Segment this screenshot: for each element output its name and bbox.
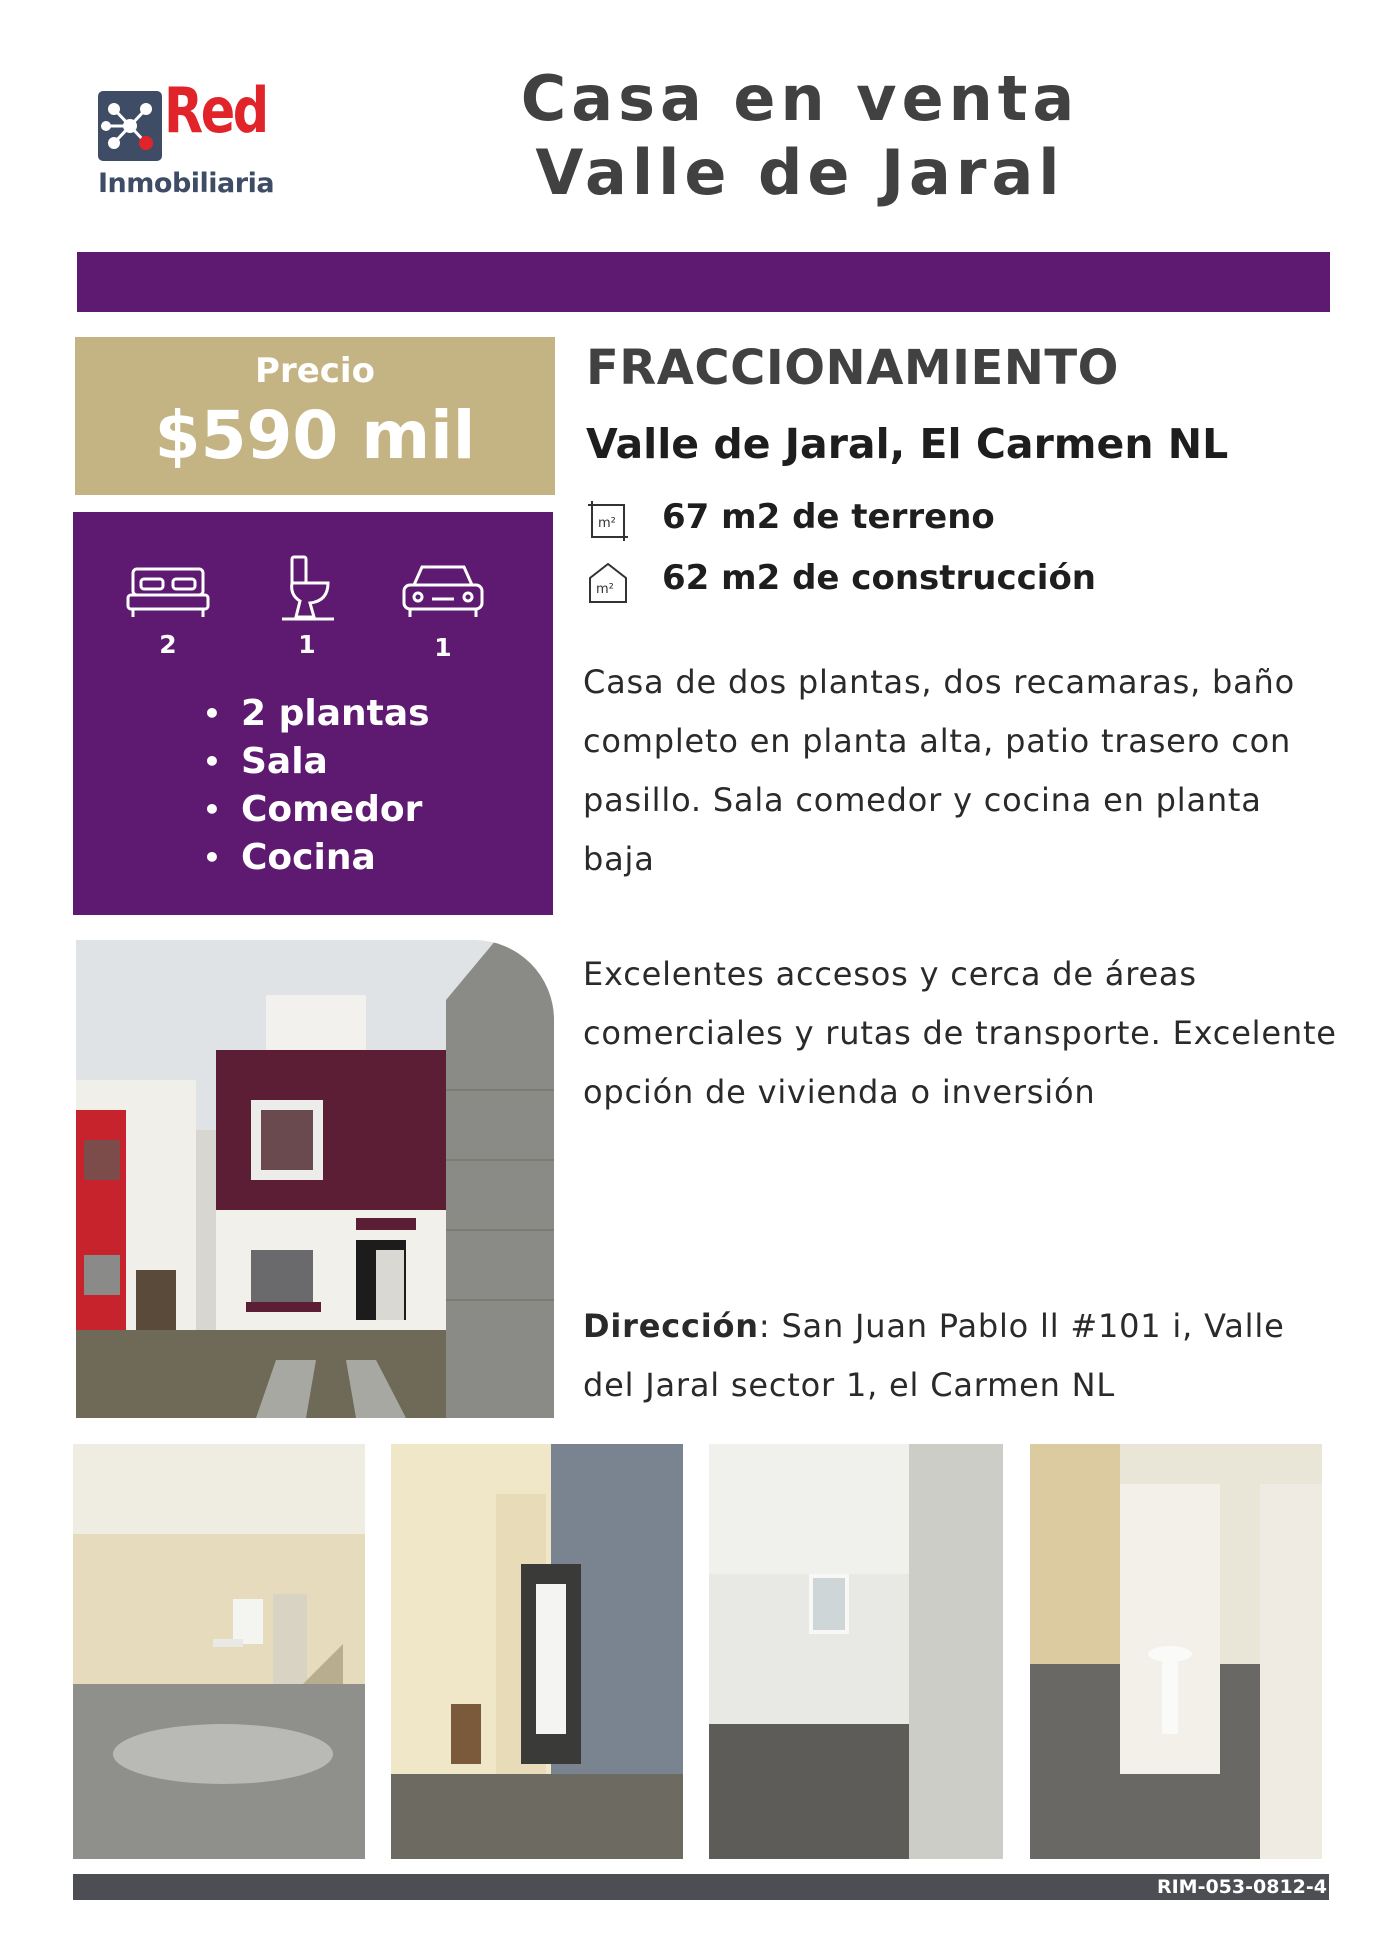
construction-size: 62 m2 de construcción [662,558,1097,598]
list-item: • 2 plantas [203,690,430,738]
price-box [75,337,555,495]
features-box [73,512,553,915]
description-text: Casa de dos plantas, dos recamaras, baño completo en planta alta, patio trasero con pasillo. Sala comedor y cocina en planta baja [583,663,1295,878]
logo-wordmark: Red [164,74,267,147]
interior-photo-4 [1030,1444,1322,1859]
list-item: • Comedor [203,786,430,834]
land-size-row [586,497,1286,543]
section-heading: FRACCIONAMIENTO [586,340,1119,396]
interior-photo-2 [391,1444,683,1859]
interior-photo-3 [709,1444,1003,1859]
land-size: 67 m2 de terreno [662,497,995,537]
bed-icon [123,555,213,625]
list-item: • Sala [203,738,430,786]
address-value: : San Juan Pablo ll #101 i, Valle del Jaral sector 1, el Carmen NL [583,1307,1285,1404]
list-item: • Cocina [203,834,430,882]
svg-text:m²: m² [596,582,614,597]
header-banner [77,252,1330,312]
bathroom-count: 1 [298,630,316,659]
interior-photo-1 [73,1444,365,1859]
price-label: Precio [255,351,375,391]
brand-logo [98,74,288,208]
price-value: $590 mil [154,397,476,474]
house-area-icon [586,560,630,604]
land-area-icon [586,499,630,543]
benefits-text: Excelentes accesos y cerca de áreas comerciales y rutas de transporte. Excelente opción de vivienda o inversión [583,955,1337,1111]
page-title [470,62,1130,210]
location-title: Valle de Jaral, El Carmen NL [586,420,1229,468]
construction-size-row [586,558,1286,604]
toilet-icon [262,555,352,625]
parking-count: 1 [434,633,452,662]
bedroom-count: 2 [159,630,177,659]
svg-text:m²: m² [598,516,616,531]
listing-code: RIM-053-0812-4 [1156,1876,1327,1898]
network-icon [98,91,162,161]
car-icon [398,555,488,625]
address-label: Dirección [583,1307,759,1345]
footer-bar [73,1874,1329,1900]
title-line-2: Valle de Jaral [535,136,1065,209]
address-text [583,1297,1343,1415]
title-line-1: Casa en venta [520,62,1080,135]
logo-subtitle: Inmobiliaria [98,168,275,199]
amenities-list [203,690,430,882]
exterior-photo [76,940,554,1418]
